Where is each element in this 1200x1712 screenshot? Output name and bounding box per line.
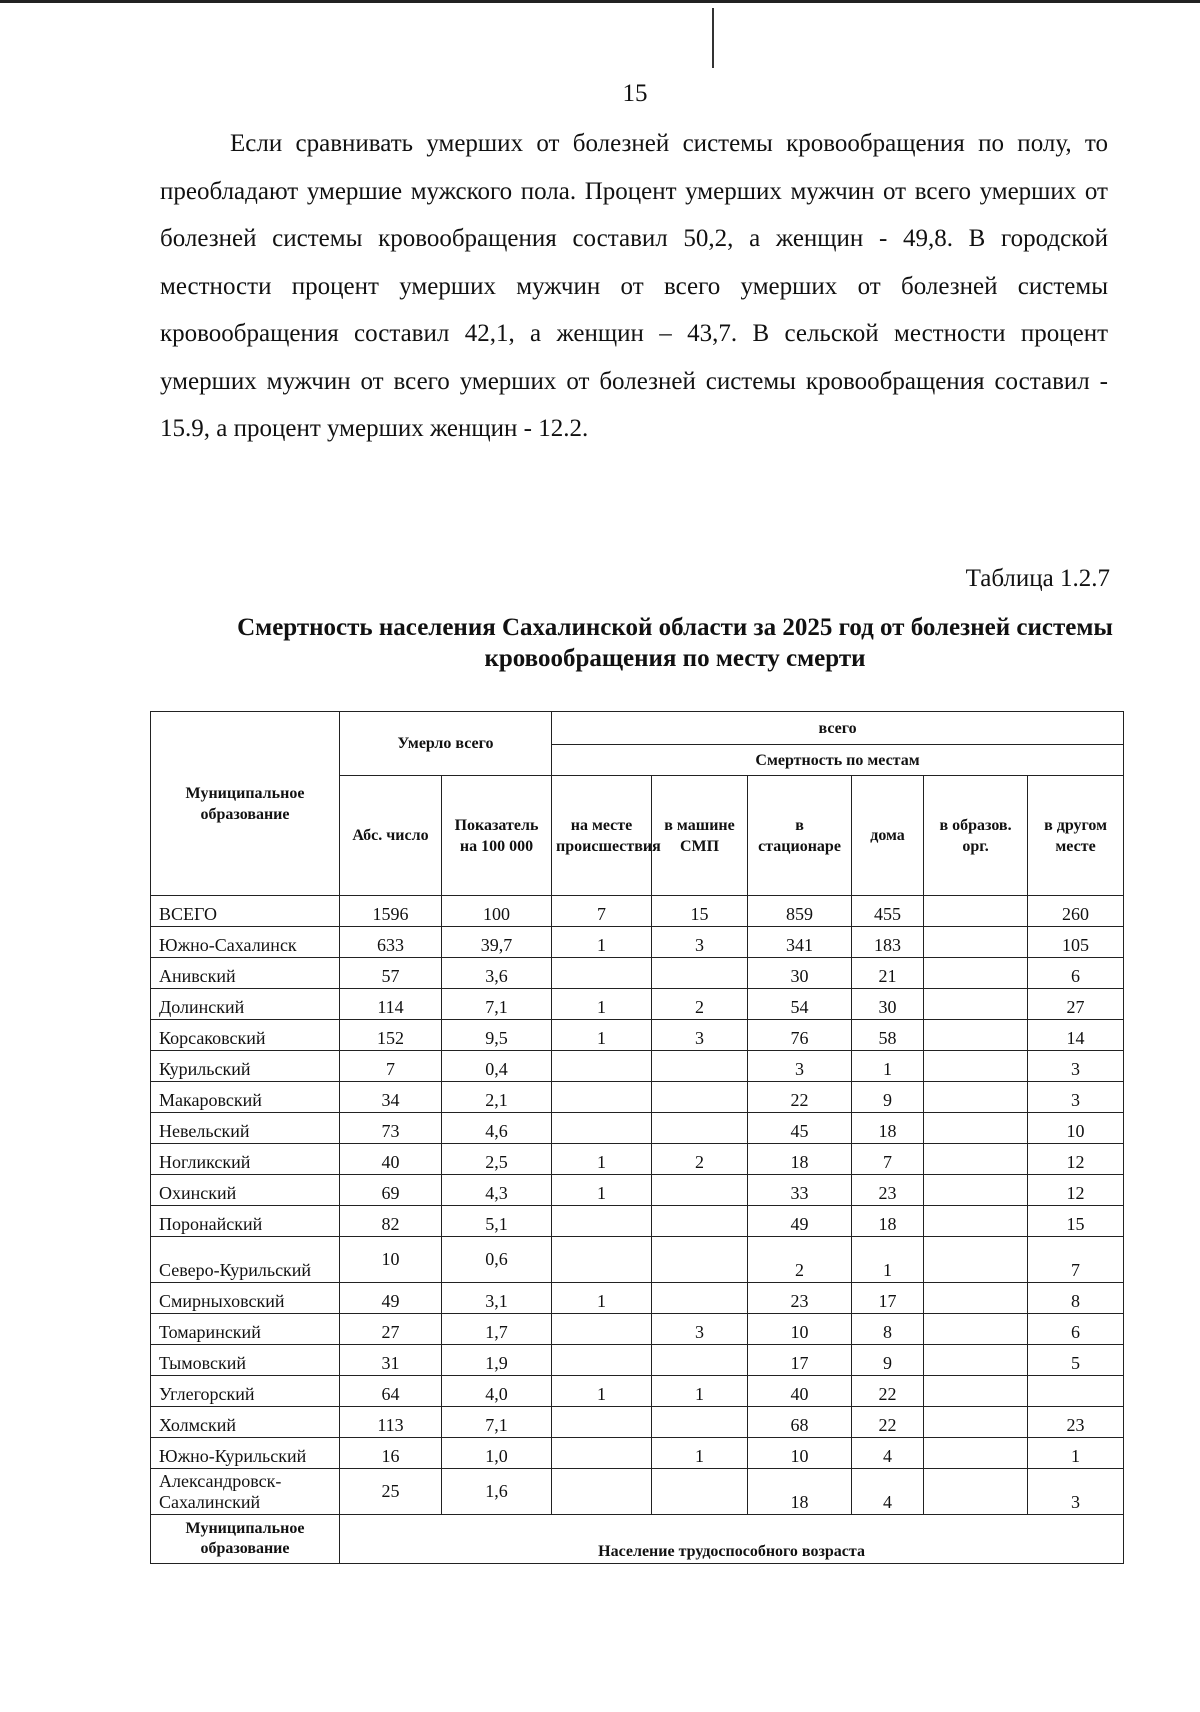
cell-abs: 31 (340, 1345, 442, 1376)
cell-edu (924, 1237, 1028, 1283)
cell-other: 5 (1028, 1345, 1124, 1376)
cell-ambulance: 3 (652, 1020, 748, 1051)
cell-rate: 3,1 (442, 1283, 552, 1314)
cell-rate: 5,1 (442, 1206, 552, 1237)
cell-ambulance (652, 1283, 748, 1314)
cell-ambulance: 1 (652, 1376, 748, 1407)
cell-home: 22 (852, 1376, 924, 1407)
cell-on-site (552, 1345, 652, 1376)
cell-abs: 1596 (340, 896, 442, 927)
mortality-table (150, 711, 1124, 1564)
header-on-site: на месте происшествия (552, 776, 652, 896)
cell-abs: 27 (340, 1314, 442, 1345)
cell-on-site (552, 1113, 652, 1144)
cell-other: 23 (1028, 1407, 1124, 1438)
cell-rate: 4,6 (442, 1113, 552, 1144)
cell-abs: 633 (340, 927, 442, 958)
table-row (151, 1314, 1124, 1345)
cell-other: 260 (1028, 896, 1124, 927)
cell-hospital: 3 (748, 1051, 852, 1082)
header-other: в другом месте (1028, 776, 1124, 896)
cell-edu (924, 1113, 1028, 1144)
cell-name: Углегорский (151, 1376, 340, 1407)
cell-hospital: 859 (748, 896, 852, 927)
cell-rate: 0,4 (442, 1051, 552, 1082)
table-row (151, 1237, 1124, 1283)
cell-other: 12 (1028, 1144, 1124, 1175)
cell-on-site (552, 958, 652, 989)
cell-hospital: 76 (748, 1020, 852, 1051)
cell-ambulance (652, 1175, 748, 1206)
cell-on-site: 1 (552, 1144, 652, 1175)
cell-ambulance (652, 1051, 748, 1082)
table-row (151, 1345, 1124, 1376)
cell-home: 17 (852, 1283, 924, 1314)
cell-on-site: 1 (552, 1376, 652, 1407)
cell-home: 21 (852, 958, 924, 989)
cell-edu (924, 896, 1028, 927)
cell-name: Тымовский (151, 1345, 340, 1376)
table-row (151, 989, 1124, 1020)
cell-edu (924, 958, 1028, 989)
cell-other: 27 (1028, 989, 1124, 1020)
cell-name: Курильский (151, 1051, 340, 1082)
cell-on-site (552, 1469, 652, 1515)
cell-home: 4 (852, 1438, 924, 1469)
cell-ambulance: 2 (652, 1144, 748, 1175)
cell-hospital: 30 (748, 958, 852, 989)
cell-hospital: 341 (748, 927, 852, 958)
cell-edu (924, 1438, 1028, 1469)
cell-other: 105 (1028, 927, 1124, 958)
cell-home: 8 (852, 1314, 924, 1345)
header-by-place: Смертность по местам (552, 745, 1124, 776)
cell-home: 4 (852, 1469, 924, 1515)
cell-hospital: 49 (748, 1206, 852, 1237)
cell-edu (924, 1020, 1028, 1051)
cell-name: Северо-Курильский (151, 1237, 340, 1283)
cell-rate: 4,0 (442, 1376, 552, 1407)
cell-abs: 73 (340, 1113, 442, 1144)
cell-on-site: 1 (552, 1175, 652, 1206)
cell-edu (924, 1345, 1028, 1376)
cell-edu (924, 1469, 1028, 1515)
cell-abs: 25 (340, 1469, 442, 1515)
cell-other: 3 (1028, 1082, 1124, 1113)
table-row (151, 1206, 1124, 1237)
table-row (151, 1175, 1124, 1206)
cell-other: 6 (1028, 958, 1124, 989)
cell-edu (924, 1407, 1028, 1438)
cell-home: 18 (852, 1113, 924, 1144)
cell-other: 15 (1028, 1206, 1124, 1237)
cell-name: ВСЕГО (151, 896, 340, 927)
body-paragraph: Если сравнивать умерших от болезней системы кровообращения по полу, то преобладают умершие мужского пола. Процент умерших мужчин от всего умерших от болезней системы кровообращения составил 50,2, а женщин - 49,8. В городской местности процент умерших мужчин от всего умерших от болезней системы кровообращения составил 42,1, а женщин – 43,7. В сельской местности процент умерших мужчин от всего умерших от болезней системы кровообращения составил - 15.9, а процент умерших женщин - 12.2. (160, 130, 1108, 442)
table-row (151, 1113, 1124, 1144)
header-abs: Абс. число (340, 776, 442, 896)
cell-on-site (552, 1438, 652, 1469)
table-label: Таблица 1.2.7 (965, 565, 1110, 592)
cell-on-site (552, 1051, 652, 1082)
cell-abs: 7 (340, 1051, 442, 1082)
cell-name: Александровск-Сахалинский (151, 1469, 340, 1515)
cell-edu (924, 1082, 1028, 1113)
table-body (151, 896, 1124, 1515)
cell-hospital: 23 (748, 1283, 852, 1314)
cell-home: 1 (852, 1051, 924, 1082)
cell-name: Охинский (151, 1175, 340, 1206)
cell-name: Смирныховский (151, 1283, 340, 1314)
cell-hospital: 10 (748, 1314, 852, 1345)
table-row (151, 1144, 1124, 1175)
cell-name: Холмский (151, 1407, 340, 1438)
cell-hospital: 18 (748, 1144, 852, 1175)
cell-rate: 1,7 (442, 1314, 552, 1345)
table-row (151, 896, 1124, 927)
cell-name: Поронайский (151, 1206, 340, 1237)
table-row (151, 1082, 1124, 1113)
cell-other: 10 (1028, 1113, 1124, 1144)
cell-on-site: 7 (552, 896, 652, 927)
binding-mark (712, 8, 714, 68)
cell-edu (924, 1144, 1028, 1175)
table-row (151, 958, 1124, 989)
cell-name: Томаринский (151, 1314, 340, 1345)
cell-home: 18 (852, 1206, 924, 1237)
cell-abs: 152 (340, 1020, 442, 1051)
cell-rate: 2,1 (442, 1082, 552, 1113)
cell-rate: 7,1 (442, 989, 552, 1020)
cell-hospital: 10 (748, 1438, 852, 1469)
page-number: 15 (622, 80, 648, 107)
cell-name: Анивский (151, 958, 340, 989)
cell-other: 12 (1028, 1175, 1124, 1206)
cell-on-site: 1 (552, 989, 652, 1020)
cell-abs: 57 (340, 958, 442, 989)
cell-on-site (552, 1314, 652, 1345)
cell-rate: 1,6 (442, 1469, 552, 1515)
cell-ambulance (652, 1206, 748, 1237)
cell-ambulance (652, 1237, 748, 1283)
cell-abs: 40 (340, 1144, 442, 1175)
footer-band: Население трудоспособного возраста (340, 1515, 1124, 1564)
cell-rate: 1,9 (442, 1345, 552, 1376)
table-title: Смертность населения Сахалинской области за 2025 год от болезней системы кровообращения по месту смерти (237, 614, 1113, 672)
cell-hospital: 54 (748, 989, 852, 1020)
header-home: дома (852, 776, 924, 896)
cell-rate: 7,1 (442, 1407, 552, 1438)
cell-on-site: 1 (552, 1020, 652, 1051)
cell-home: 22 (852, 1407, 924, 1438)
header-total: всего (552, 712, 1124, 745)
cell-name: Южно-Курильский (151, 1438, 340, 1469)
cell-hospital: 22 (748, 1082, 852, 1113)
cell-home: 7 (852, 1144, 924, 1175)
cell-home: 9 (852, 1082, 924, 1113)
table-row (151, 927, 1124, 958)
cell-rate: 1,0 (442, 1438, 552, 1469)
header-hospital: в стационаре (748, 776, 852, 896)
cell-on-site (552, 1407, 652, 1438)
cell-home: 9 (852, 1345, 924, 1376)
cell-rate: 2,5 (442, 1144, 552, 1175)
cell-rate: 100 (442, 896, 552, 927)
cell-home: 58 (852, 1020, 924, 1051)
cell-home: 1 (852, 1237, 924, 1283)
footer-municipality: Муниципальное образование (151, 1515, 340, 1564)
cell-ambulance (652, 1345, 748, 1376)
cell-ambulance: 15 (652, 896, 748, 927)
cell-rate: 3,6 (442, 958, 552, 989)
cell-abs: 114 (340, 989, 442, 1020)
cell-abs: 82 (340, 1206, 442, 1237)
cell-ambulance: 2 (652, 989, 748, 1020)
cell-ambulance (652, 1082, 748, 1113)
cell-edu (924, 1314, 1028, 1345)
cell-abs: 10 (340, 1237, 442, 1283)
cell-home: 455 (852, 896, 924, 927)
cell-abs: 64 (340, 1376, 442, 1407)
cell-abs: 49 (340, 1283, 442, 1314)
cell-ambulance (652, 958, 748, 989)
cell-hospital: 2 (748, 1237, 852, 1283)
cell-other: 3 (1028, 1469, 1124, 1515)
cell-on-site (552, 1237, 652, 1283)
cell-ambulance: 3 (652, 1314, 748, 1345)
cell-abs: 16 (340, 1438, 442, 1469)
header-municipality: Муниципальное образование (151, 712, 340, 896)
header-rate: Показатель на 100 000 (442, 776, 552, 896)
cell-edu (924, 1051, 1028, 1082)
cell-hospital: 18 (748, 1469, 852, 1515)
cell-edu (924, 1175, 1028, 1206)
cell-other: 3 (1028, 1051, 1124, 1082)
cell-name: Невельский (151, 1113, 340, 1144)
cell-hospital: 45 (748, 1113, 852, 1144)
cell-ambulance: 1 (652, 1438, 748, 1469)
table-row (151, 1051, 1124, 1082)
cell-edu (924, 927, 1028, 958)
cell-abs: 113 (340, 1407, 442, 1438)
cell-other: 1 (1028, 1438, 1124, 1469)
cell-ambulance (652, 1407, 748, 1438)
cell-ambulance (652, 1469, 748, 1515)
cell-name: Корсаковский (151, 1020, 340, 1051)
cell-on-site: 1 (552, 1283, 652, 1314)
cell-other: 14 (1028, 1020, 1124, 1051)
cell-home: 183 (852, 927, 924, 958)
cell-name: Ногликский (151, 1144, 340, 1175)
cell-edu (924, 1283, 1028, 1314)
table-row (151, 1283, 1124, 1314)
cell-hospital: 33 (748, 1175, 852, 1206)
cell-on-site (552, 1082, 652, 1113)
cell-home: 30 (852, 989, 924, 1020)
table-row (151, 1407, 1124, 1438)
cell-rate: 39,7 (442, 927, 552, 958)
table-row (151, 1438, 1124, 1469)
table-row (151, 1376, 1124, 1407)
cell-other: 8 (1028, 1283, 1124, 1314)
cell-edu (924, 989, 1028, 1020)
header-died-total: Умерло всего (340, 712, 552, 776)
cell-abs: 69 (340, 1175, 442, 1206)
top-edge-line (0, 0, 1200, 3)
cell-other (1028, 1376, 1124, 1407)
table-row (151, 1020, 1124, 1051)
cell-name: Макаровский (151, 1082, 340, 1113)
cell-hospital: 17 (748, 1345, 852, 1376)
table-row (151, 1469, 1124, 1515)
cell-edu (924, 1206, 1028, 1237)
cell-other: 6 (1028, 1314, 1124, 1345)
cell-hospital: 68 (748, 1407, 852, 1438)
cell-edu (924, 1376, 1028, 1407)
cell-ambulance (652, 1113, 748, 1144)
cell-rate: 0,6 (442, 1237, 552, 1283)
header-edu: в образов. орг. (924, 776, 1028, 896)
cell-rate: 4,3 (442, 1175, 552, 1206)
cell-on-site: 1 (552, 927, 652, 958)
cell-abs: 34 (340, 1082, 442, 1113)
cell-home: 23 (852, 1175, 924, 1206)
cell-other: 7 (1028, 1237, 1124, 1283)
cell-name: Южно-Сахалинск (151, 927, 340, 958)
cell-on-site (552, 1206, 652, 1237)
cell-ambulance: 3 (652, 927, 748, 958)
cell-rate: 9,5 (442, 1020, 552, 1051)
header-ambulance: в машине СМП (652, 776, 748, 896)
cell-name: Долинский (151, 989, 340, 1020)
cell-hospital: 40 (748, 1376, 852, 1407)
